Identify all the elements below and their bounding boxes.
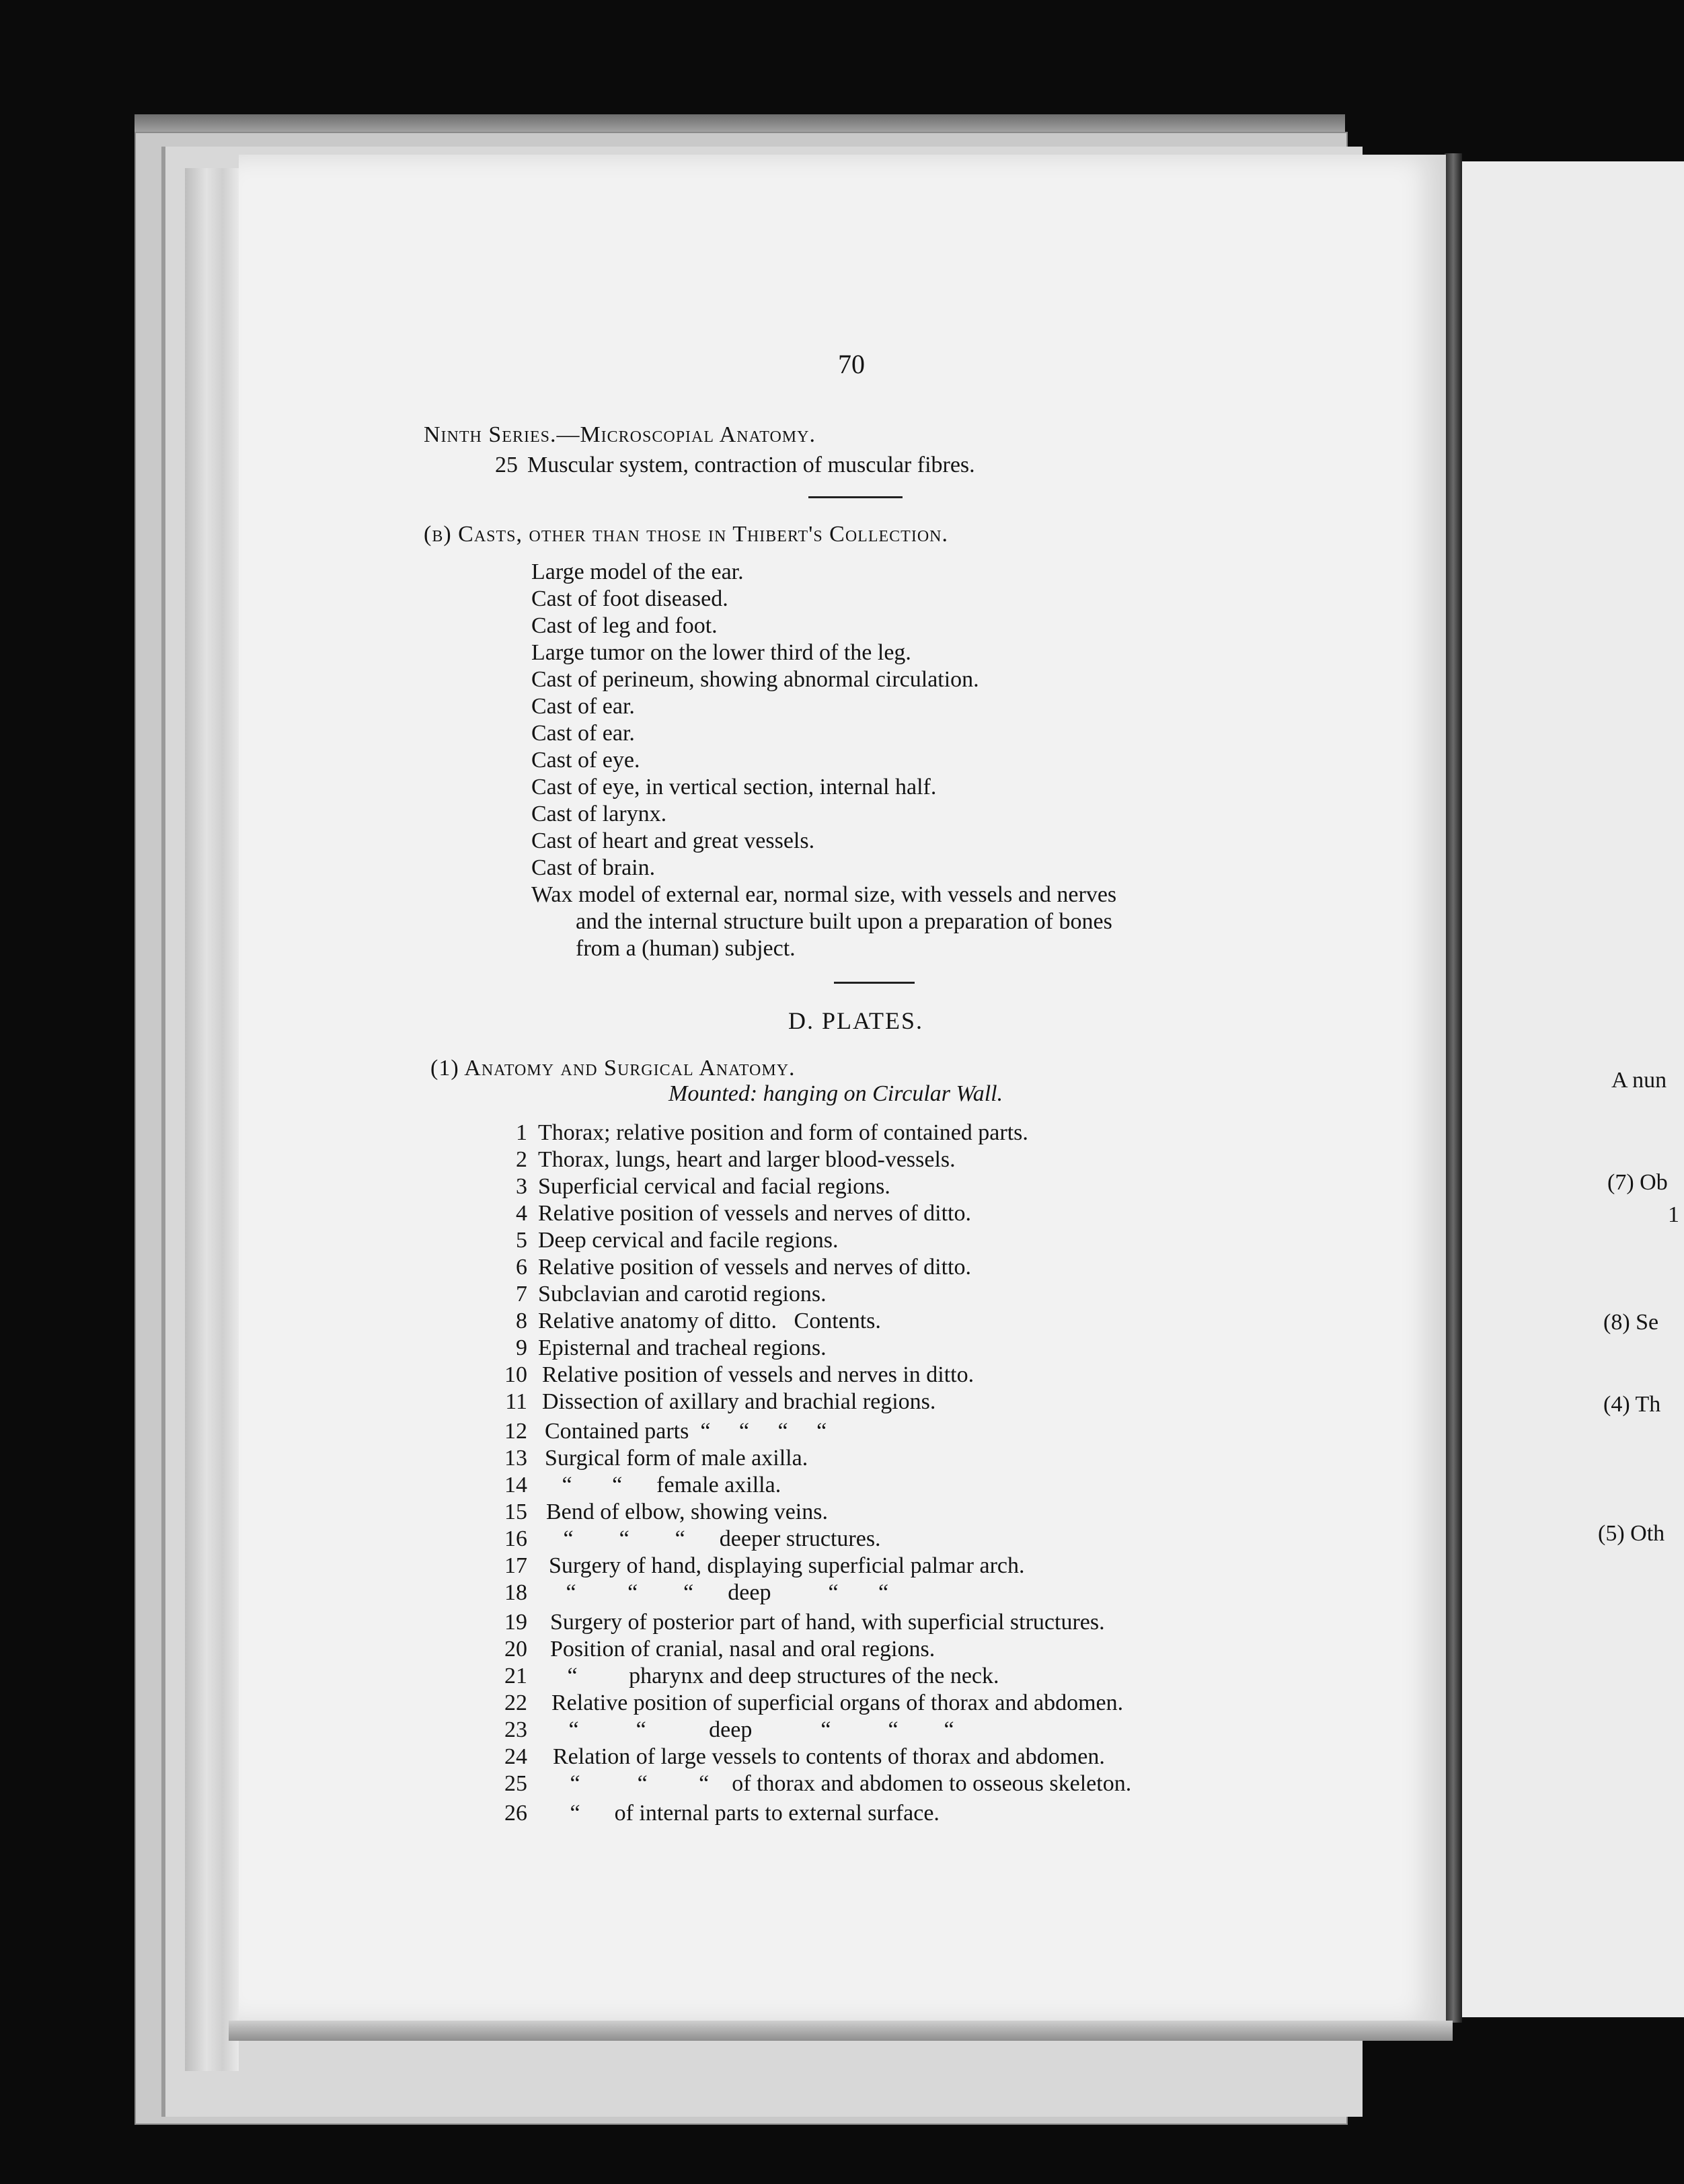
plate-number: 6: [516, 1255, 527, 1280]
plate-text: “ of internal parts to external surface.: [553, 1801, 940, 1826]
plate-number: 20: [504, 1637, 527, 1662]
plate-text: Superficial cervical and facial regions.: [538, 1174, 890, 1199]
plate-number: 26: [504, 1801, 527, 1826]
cast-item: Cast of eye.: [531, 748, 640, 773]
plate-number: 14: [504, 1473, 527, 1497]
plate-number: 9: [516, 1335, 527, 1360]
plates-subheading: (1) Anatomy and Surgical Anatomy.: [430, 1056, 796, 1081]
plate-text: Surgery of posterior part of hand, with superficial structures.: [550, 1610, 1105, 1635]
plate-number: 22: [504, 1690, 527, 1715]
cast-item: Cast of larynx.: [531, 802, 667, 826]
plate-text: Position of cranial, nasal and oral regions.: [550, 1637, 935, 1662]
book-bottom-edge: [229, 2021, 1453, 2041]
cast-item: Cast of ear.: [531, 694, 635, 719]
plate-number: 24: [504, 1744, 527, 1769]
plate-text: Relative position of vessels and nerves of ditto.: [538, 1255, 971, 1280]
plate-number: 7: [516, 1282, 527, 1306]
plate-number: 1: [516, 1120, 527, 1145]
right-page-fragment: (7) Ob: [1607, 1170, 1668, 1195]
ninth-series-item-text: Muscular system, contraction of muscular fibres.: [527, 453, 975, 477]
right-page-fragment: (5) Oth: [1598, 1521, 1665, 1546]
plate-text: “ “ “ of thorax and abdomen to osseous skeleton.: [553, 1771, 1132, 1796]
right-page-fragment: 1: [1668, 1202, 1679, 1227]
plate-number: 10: [504, 1362, 527, 1387]
plate-number: 16: [504, 1526, 527, 1551]
wax-model-line: and the internal structure built upon a preparation of bones: [576, 909, 1112, 934]
plate-number: 21: [504, 1664, 527, 1688]
plate-text: Thorax, lungs, heart and larger blood-vessels.: [538, 1147, 956, 1172]
section-divider-2: [834, 982, 915, 984]
cast-item: Cast of foot diseased.: [531, 586, 728, 611]
right-page-fragment: (8) Se: [1603, 1310, 1659, 1335]
section-divider-1: [808, 496, 903, 498]
plate-number: 19: [504, 1610, 527, 1635]
plate-number: 12: [504, 1419, 527, 1444]
plate-text: Relative position of superficial organs of thorax and abdomen.: [551, 1690, 1124, 1715]
plate-number: 11: [505, 1389, 527, 1414]
cast-item: Cast of heart and great vessels.: [531, 828, 815, 853]
plate-text: Relative position of vessels and nerves in ditto.: [542, 1362, 974, 1387]
plate-text: Dissection of axillary and brachial regions.: [542, 1389, 936, 1414]
plate-number: 13: [504, 1446, 527, 1471]
mounted-note: Mounted: hanging on Circular Wall.: [668, 1081, 1003, 1106]
plate-text: “ pharynx and deep structures of the neck.: [550, 1664, 999, 1688]
plate-number: 23: [504, 1717, 527, 1742]
plate-text: Relative anatomy of ditto. Contents.: [538, 1309, 881, 1333]
cast-item: Large model of the ear.: [531, 559, 744, 584]
casts-heading: (b) Casts, other than those in Thibert's Collection.: [424, 522, 948, 547]
plate-number: 2: [516, 1147, 527, 1172]
plate-text: Relation of large vessels to contents of thorax and abdomen.: [553, 1744, 1105, 1769]
plate-number: 25: [504, 1771, 527, 1796]
cast-item: Cast of ear.: [531, 721, 635, 746]
plate-text: “ “ female axilla.: [545, 1473, 781, 1497]
plate-text: Surgery of hand, displaying superficial palmar arch.: [549, 1553, 1025, 1578]
plate-text: “ “ “ deep “ “: [549, 1580, 889, 1605]
wax-model-line: Wax model of external ear, normal size, with vessels and nerves: [531, 882, 1117, 907]
plate-text: “ “ deep “ “ “: [551, 1717, 954, 1742]
plate-number: 5: [516, 1228, 527, 1253]
wax-model-line: from a (human) subject.: [576, 936, 796, 961]
plate-number: 8: [516, 1309, 527, 1333]
plate-text: Bend of elbow, showing veins.: [546, 1499, 828, 1524]
plate-text: Episternal and tracheal regions.: [538, 1335, 827, 1360]
page-number: 70: [838, 349, 865, 379]
cast-item: Large tumor on the lower third of the leg.: [531, 640, 911, 665]
plate-number: 17: [504, 1553, 527, 1578]
plate-text: Relative position of vessels and nerves of ditto.: [538, 1201, 971, 1226]
plate-number: 4: [516, 1201, 527, 1226]
ninth-series-heading: Ninth Series.—Microscopial Anatomy.: [424, 422, 816, 447]
right-page-fragment: (4) Th: [1603, 1392, 1661, 1417]
plate-text: Surgical form of male axilla.: [545, 1446, 808, 1471]
plate-text: “ “ “ deeper structures.: [546, 1526, 881, 1551]
cast-item: Cast of leg and foot.: [531, 613, 718, 638]
cast-item: Cast of eye, in vertical section, internal half.: [531, 775, 937, 800]
plates-title: D. PLATES.: [788, 1007, 924, 1034]
plate-text: Deep cervical and facile regions.: [538, 1228, 839, 1253]
ninth-series-item-number: 25: [495, 453, 518, 477]
page-stack-edges: [185, 168, 239, 2071]
plate-text: Subclavian and carotid regions.: [538, 1282, 827, 1306]
right-page-fragment: A nun: [1611, 1068, 1667, 1093]
plate-text: Thorax; relative position and form of contained parts.: [538, 1120, 1028, 1145]
cast-item: Cast of brain.: [531, 855, 656, 880]
book-binding: [1445, 153, 1462, 2023]
plate-number: 15: [504, 1499, 527, 1524]
cast-item: Cast of perineum, showing abnormal circulation.: [531, 667, 979, 692]
plate-text: Contained parts “ “ “ “: [545, 1419, 827, 1444]
plate-number: 3: [516, 1174, 527, 1199]
plate-number: 18: [504, 1580, 527, 1605]
